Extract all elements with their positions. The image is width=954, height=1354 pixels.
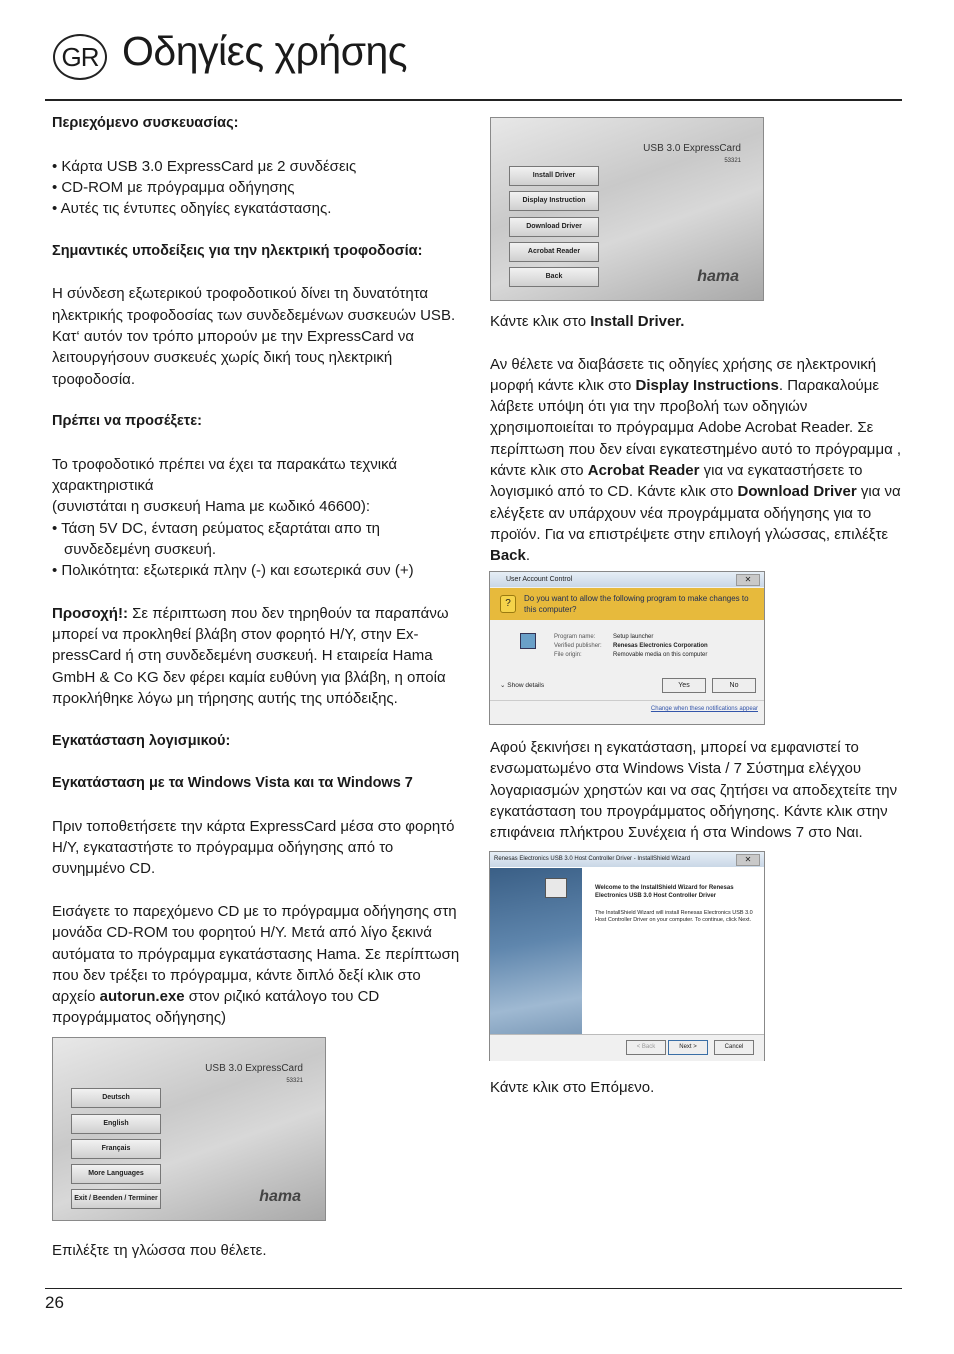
product-label: USB 3.0 ExpressCard 53321 <box>205 1062 303 1088</box>
next-button[interactable]: Next > <box>668 1040 708 1055</box>
power-paragraph: Η σύνδεση εξωτερικού τροφοδοτικού δίνει τη δυνατότητα ηλεκτρικής τροφοδοσίας των συνδεδεμένων συσκευών USB. Κατ‘ αυτόν τον τρόπο μπορούν με την ExpressCard να λειτουργήσουν συσκευές χωρίς δική τους ηλεκτρική τροφοδοσία. <box>52 285 456 388</box>
uac-warning-band <box>490 588 764 620</box>
cancel-button[interactable]: Cancel <box>714 1040 754 1055</box>
caution-paragraph <box>52 603 462 709</box>
product-code: 53321 <box>724 158 741 164</box>
uac-title: User Account Control <box>506 576 573 583</box>
page-title: Οδηγίες χρήσης <box>122 28 408 74</box>
close-icon[interactable]: ✕ <box>736 854 760 866</box>
bold-display-instructions: Display Instructions <box>635 376 779 394</box>
page-number: 26 <box>45 1293 64 1312</box>
heading-power: Σημαντικές υποδείξεις για την ηλεκτρική τροφοδοσία: <box>52 242 423 259</box>
instructions-paragraph: Αν θέλετε να διαβάσετε τις οδηγίες χρήσης σε ηλεκτρονική μορφή κάντε κλικ στο Display Instructions. Παρακαλούμε λάβετε υπόψη ότι για την προβολή των οδηγιών χρησιμοποιείται το πρόγραμμα Adobe Acrobat Reader. Σε περίπτωση που δεν είναι εγκατεστημένο αυτό το πρόγραμμα , κάντε κλικ στο Acrobat Reader για να εγκαταστήσετε το λογισμικό από το CD. Κάντε κλικ στο Download Driver για να ελέγξετε αν υπάρχουν νέα προγράμματα οδήγησης για το προϊόν. Για να επιστρέψετε στην επιλογή γλώσσας, επιλέξτε Back. <box>490 355 902 565</box>
uac-titlebar <box>490 572 764 587</box>
wizard-heading: Welcome to the InstallShield Wizard for Renesas Electronics USB 3.0 Host Controller Driver <box>595 885 734 899</box>
show-details-toggle[interactable]: ⌄ Show details <box>500 682 545 689</box>
uac-question: Do you want to allow the following program to make changes to this computer? <box>524 594 749 614</box>
package-item: • Κάρτα USB 3.0 ExpressCard με 2 συνδέσεις <box>52 157 357 175</box>
caution-text: Σε πέριπτωση που δεν τηρηθούν τα παραπάνω μπορεί να προκληθεί βλάβη στον φορητό Η/Υ, στην Ex-pressCard ή στη συνδεδεμένη συσκευή. Η εταιρεία Hama GmbH & Co KG δεν φέρει καμία ευθύνη για βλάβη, η οποία προκλήθηκε λόγω μη τήρησης αυτής της υπόδειξης. <box>52 604 449 708</box>
menu-button-display-instruction[interactable]: Display Instruction <box>509 191 599 211</box>
install-text: στον ριζικό κατάλογο του CD προγράμματος οδήγησης) <box>52 988 380 1027</box>
heading-attention: Πρέπει να προσέξετε: <box>52 413 202 430</box>
menu-button-exit[interactable]: Exit / Beenden / Terminer <box>71 1189 161 1209</box>
attention-item: • Πολικότητα: εξωτερικά πλην (-) και εσωτερικά συν (+) <box>52 562 414 580</box>
click-install-line: Κάντε κλικ στο Install Driver. <box>490 313 685 330</box>
uac-values: Setup launcher Renesas Electronics Corporation Removable media on this computer <box>613 634 708 658</box>
menu-button-francais[interactable]: Français <box>71 1139 161 1159</box>
program-icon <box>520 633 536 649</box>
back-button[interactable]: < Back <box>626 1040 666 1055</box>
wizard-title: Renesas Electronics USB 3.0 Host Controller Driver - InstallShield Wizard <box>494 856 691 862</box>
yes-button[interactable]: Yes <box>662 678 706 693</box>
installshield-wizard-screenshot <box>489 851 765 1061</box>
footer-rule <box>45 1288 902 1289</box>
installer-icon <box>545 878 567 898</box>
uac-dialog-screenshot <box>489 571 765 725</box>
menu-button-acrobat-reader[interactable]: Acrobat Reader <box>509 242 599 262</box>
no-button[interactable]: No <box>712 678 756 693</box>
install-driver-label: Install Driver. <box>590 313 685 330</box>
uac-paragraph: Αφού ξεκινήσει η εγκατάσταση, μπορεί να εμφανιστεί το ενσωματωμένο στα Windows Vista / 7 Σύστημα ελέγχου λογαριασμών χρηστών και να σας ζητήσει να αποδεχτείτε την εγκατάσταση του προγράμματος οδήγησης. Κάντε κλικ στην επιφάνεια πλήκτρου Συνέχεια ή στα Windows 7 στο Ναι. <box>490 739 898 842</box>
shield-icon: ? <box>500 595 516 613</box>
install-paragraph-1: Πριν τοποθετήσετε την κάρτα ExpressCard μέσα στο φορητό Η/Υ, εγκαταστήστε το πρόγραμμα οδήγησης από το συνημμένο CD. <box>52 817 455 878</box>
hama-logo: hama <box>697 268 739 285</box>
caution-label: Προσοχή!: <box>52 604 128 622</box>
header-rule <box>45 99 902 101</box>
wizard-body: The InstallShield Wizard will install Renesas Electronics USB 3.0 Host Controller Driver on your computer. To continue, click Next. <box>595 910 753 923</box>
wizard-side-panel <box>490 868 582 1034</box>
menu-button-install-driver[interactable]: Install Driver <box>509 166 599 186</box>
caption-language: Επιλέξτε τη γλώσσα που θέλετε. <box>52 1242 267 1259</box>
notification-settings-link[interactable]: Change when these notifications appear <box>650 706 758 712</box>
uac-labels: Program name: Verified publisher: File origin: <box>554 634 602 658</box>
language-menu-screenshot <box>52 1037 326 1221</box>
menu-button-deutsch[interactable]: Deutsch <box>71 1088 161 1108</box>
hama-logo: hama <box>259 1188 301 1205</box>
heading-install: Εγκατάσταση λογισμικού: <box>52 732 231 749</box>
product-code: 53321 <box>286 1078 303 1084</box>
attention-paragraph: Το τροφοδοτικό πρέπει να έχει τα παρακάτω τεχνικά χαρακτηριστικά <box>52 455 398 495</box>
menu-button-more-languages[interactable]: More Languages <box>71 1164 161 1184</box>
menu-button-download-driver[interactable]: Download Driver <box>509 217 599 237</box>
autorun-filename: autorun.exe <box>99 988 185 1006</box>
package-item: • CD-ROM με πρόγραμμα οδήγησης <box>52 178 295 196</box>
left-column <box>52 113 462 1029</box>
close-icon[interactable]: ✕ <box>736 574 760 586</box>
menu-button-back[interactable]: Back <box>509 267 599 287</box>
bold-download-driver: Download Driver <box>737 483 857 501</box>
caption-next: Κάντε κλικ στο Επόμενο. <box>490 1079 655 1096</box>
install-paragraph-2 <box>52 901 462 1029</box>
bold-back: Back <box>490 547 526 565</box>
heading-install-windows: Εγκατάσταση με τα Windows Vista και τα Windows 7 <box>52 775 413 792</box>
wizard-titlebar <box>490 852 764 867</box>
heading-package: Περιεχόμενο συσκευασίας: <box>52 115 239 131</box>
driver-menu-screenshot <box>490 117 764 301</box>
install-text: Εισάγετε το παρεχόμενο CD με το πρόγραμμα οδήγησης στη μονάδα CD-ROM του φορητού Η/Υ. Μετά από λίγο ξεκινά αυτόματα το πρόγραμμα εγκατάστασης Hama. Σε περίπτωση που δεν τρέξει το πρόγραμμα, κάντε διπλό δεξί κλικ στο αρχείο <box>52 902 460 1006</box>
attention-note: (συνιστάται η συσκευή Hama με κωδικό 46600): <box>52 498 371 516</box>
right-column <box>490 311 904 567</box>
attention-item: • Τάση 5V DC, ένταση ρεύματος εξαρτάται απο τη συνδεδεμένη συσκευή. <box>52 519 380 558</box>
bold-acrobat-reader: Acrobat Reader <box>587 462 700 480</box>
language-badge: GR <box>53 34 107 80</box>
menu-button-english[interactable]: English <box>71 1114 161 1134</box>
package-item: • Αυτές τις έντυπες οδηγίες εγκατάστασης. <box>52 200 332 218</box>
product-label: USB 3.0 ExpressCard 53321 <box>643 142 741 168</box>
